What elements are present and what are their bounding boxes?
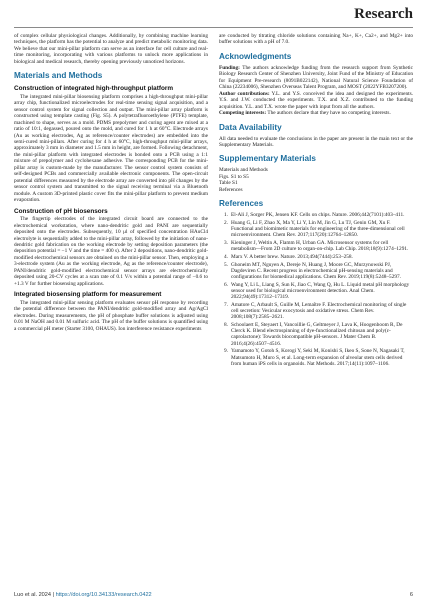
reference-item <box>219 348 413 367</box>
reference-text: Wang Y, Li L, Liang S, Sun K, Jiao C, Wang Q, Hu L. Liquid metal pH morphology sensor used for biological microenvironment detection. Anal Chem. 2022;94(49):17312–17319. <box>231 281 410 301</box>
subheading-ph-biosensors: Construction of pH biosensors <box>14 207 108 215</box>
reference-text: Marx V. A better brew. Nature. 2013;494(7444):253–258. <box>231 253 353 260</box>
reference-text: Huang G, Li F, Zhao X, Ma Y, Li Y, Lin M, Jin G, Lu TJ, Genin GM, Xu F. Functional and biomimetic materials for engineering of the three-dimensional cell microenvironment. Chem Rev. 2017;117(20):12764–12850. <box>231 219 405 239</box>
intro-paragraph: of complex cellular physiological changes. Additionally, by combining machine learning techniques, the platform has the potential to analyze and predict metabolic monitoring data. We believe that our mini-pillar platform can serve as an interface for cell culture and real-time monitoring, incorporating with various platforms to unlock more applications in biological and medical research, thereby opening previously unnoticed horizons. <box>14 33 208 65</box>
reference-item <box>219 282 413 301</box>
section-heading-data-availability: Data Availability <box>219 122 282 132</box>
reference-item <box>219 262 413 281</box>
reference-number: 8. <box>224 322 228 328</box>
reference-item <box>219 220 413 239</box>
reference-number: 4. <box>224 253 228 260</box>
author-contributions-text: Y.L. and Y.S. conceived the idea and designed the experiments. Y.S. and J.W. conducted the experiments. T.X. and X.Z. contributed to the funding acquisition. Y.L. and T.X. wrote the paper with input from all the authors. <box>219 90 413 110</box>
left-column <box>14 33 208 332</box>
supplementary-item: Table S1 <box>219 180 238 187</box>
reference-text: Schoolaert E, Steyaert I, Vancoillie G, Geltmeyer J, Lava K, Hoogenboom R, De Clerck K. Blend electrospinning of dye-functionalized chitosan and poly(ε-caprolactone): Towards biocompatible pH-sensors. J Mater Chem B. 2016;4(26):4507–4516. <box>231 322 403 347</box>
reference-number: 2. <box>224 219 228 226</box>
reference-number: 3. <box>224 240 228 247</box>
integrated-paragraph: The integrated mini-pillar sensing platform evaluates sensor pH response by recording the potential difference between the PANI/dendritic gold-modified array and Ag/AgCl electrodes. During measurements, the pH of phosphate buffer solutions is adjusted using 0.01 M NaOH and 0.01 M sulfuric acid. The pH of the buffer solutions is quantified using a commercial pH meter (Starter 3100, OHAUS). Ion interference resistance experiments <box>14 299 208 332</box>
section-heading-methods: Materials and Methods <box>14 71 103 81</box>
continued-paragraph: are conducted by titrating chloride solutions containing Na+, K+, Ca2+, and Mg2+ into buffer solutions with a pH of 7.0. <box>219 33 413 46</box>
reference-item <box>219 322 413 347</box>
author-contributions-paragraph <box>219 91 413 110</box>
author-contributions-label: Author contributions: <box>219 90 270 97</box>
funding-label: Funding: <box>219 64 240 71</box>
reference-item <box>219 254 413 260</box>
page-footer <box>14 592 413 598</box>
reference-text: Kieninger J, Weltin A, Flamm H, Urban GA. Microsensor systems for cell metabolism—From 2D culture to organ-on-chip. Lab Chip. 2018;18(9):1274–1291. <box>231 240 409 253</box>
reference-number: 1. <box>224 212 228 219</box>
section-heading-supplementary: Supplementary Materials <box>219 154 316 164</box>
section-heading-acknowledgments: Acknowledgments <box>219 51 292 61</box>
header-rule <box>14 27 413 28</box>
reference-number: 9. <box>224 348 228 355</box>
supplementary-list <box>219 167 413 193</box>
data-availability-paragraph: All data needed to evaluate the conclusions in the paper are present in the main text or the Supplementary Materials. <box>219 135 413 148</box>
ph-paragraph: The fingertip electrodes of the integrated circuit board are connected to the electrochemical workstation, where nano-dendritic gold and PANI are sequentially deposited onto the electrodes. Subsequently, 10 μl of specified concentration HAuCl4 electrolyte is sequentially added to the mini-pillar array, followed by the initiation of nano-dendritic gold fabrication on the working electrode by setting deposition parameters (the deposition potential = −1 V and the time = 400 s). After 2 depositions, nano-dendritic gold-modified electrochemical sensors are obtained on the mini-pillar sensor. Then, employing a 3-electrode system (Au as the working electrode, Ag as the reference/counter electrode), PANI/dendritic gold-modified electrochemical sensor arrays are electrochemically deposited using 20-CV cycles at a scan rate of 0.1 V/s within a potential range of −0.6 to +1.3 V for further biosensing applications. <box>14 216 208 287</box>
reference-number: 7. <box>224 301 228 308</box>
competing-interests-label: Competing interests: <box>219 110 267 117</box>
reference-text: El-Ali J, Sorger PK, Jensen KF. Cells on chips. Nature. 2006;442(7101):403–411. <box>231 212 405 219</box>
supplementary-item: Figs. S1 to S5 <box>219 173 249 180</box>
reference-text: Yamamoto Y, Gotoh S, Korogi Y, Seki M, Konishi S, Ikeo S, Sone N, Nagasaki T, Matsumoto H, Muro S, et al. Long-term expansion of alveolar stem cells derived from human iPS cells in organoids. Nat Methods. 2017;14(11):1097–1106. <box>231 348 405 367</box>
supplementary-item: References <box>219 186 243 193</box>
funding-paragraph <box>219 65 413 91</box>
supplementary-item: Materials and Methods <box>219 167 268 174</box>
reference-text: Amatore C, Arbault S, Guille M, Lemaître F. Electrochemical monitoring of single cell secretion: Vesicular exocytosis and oxidative stress. Chem Rev. 2008;108(7):2585–2621. <box>231 301 407 321</box>
reference-number: 6. <box>224 281 228 288</box>
construction-paragraph: The integrated mini-pillar biosensing platform comprises a high-throughput mini-pillar array chip, functionalized microelectrodes for real-time sensing signal acquisition, and a sensor control system for signal collection and output. The mini-pillar array platform is constructed using template casting (Fig. S5). A polytetrafluoroethylene (PTFE) template, machined to shape, serves as a mold. PDMS prepolymer and curing agent are mixed at a ratio of 10:1, degassed, poured onto the mold, and cured for 1 h at 60°C. Electrode arrays (Au as working electrodes, Ag as reference/counter electrodes) are embedded into the semi-cured mini-pillars. After curing for 4 h at 60°C, high-throughput mini-pillar arrays, approximately 3 mm in diameter and 1.5 mm in height, are formed. Following detachment, the mini-pillar platform with integrated electrodes is bonded onto a PCB using a 1:1 mixture of prepolymer and cyclohexane adhesive. The corresponding PCB for the mini-pillar array is custom-made by the manufacturer. The sensor control system consists of self-designed PCBs and commercially available electronic components. The open-circuit potential differences measured by the electrode array are converted into pH changes by the sensor control system and transmitted to the signal receiving terminal via a Bluetooth module. A custom 3D-printed plastic cover fits the mini-pillar platform to prevent medium evaporation. <box>14 93 208 204</box>
journal-title: Research <box>354 6 413 22</box>
competing-interests-paragraph <box>219 110 413 116</box>
reference-text: Ghoneim MT, Nguyen A, Dereje N, Huang J, Moore GC, Murzynowski PJ, Dagdeviren C. Recent progress in electrochemical pH-sensing materials and configurations for biomedical applications. Chem Rev. 2019;119(8):5248–5297. <box>231 261 401 281</box>
page-number: 6 <box>409 592 413 598</box>
funding-text: The authors acknowledge funding from the research support from Synthetic Biology Research Center of Shenzhen University, Joint Fund of the Ministry of Education for Equipment Pre-research (8091B022142), National Natural Science Foundation of China (22234006), Shenzhen Overseas Talent Program, and MOST (2022YFB3207200). <box>219 64 413 91</box>
right-column <box>219 33 413 368</box>
reference-number: 5. <box>224 261 228 268</box>
section-heading-references: References <box>219 199 264 209</box>
reference-item <box>219 302 413 321</box>
reference-item <box>219 240 413 252</box>
subheading-integrated-platform: Integrated biosensing platform for measurement <box>14 291 162 299</box>
doi-link[interactable]: https://doi.org/10.34133/research.0422 <box>55 592 152 598</box>
competing-interests-text: The authors declare that they have no competing interests. <box>266 110 391 117</box>
reference-item <box>219 212 413 218</box>
reference-list <box>219 212 413 367</box>
citation-prefix: Luo et al. 2024 | <box>14 592 56 598</box>
citation <box>14 592 152 598</box>
subheading-construction: Construction of integrated high-throughput platform <box>14 85 174 93</box>
